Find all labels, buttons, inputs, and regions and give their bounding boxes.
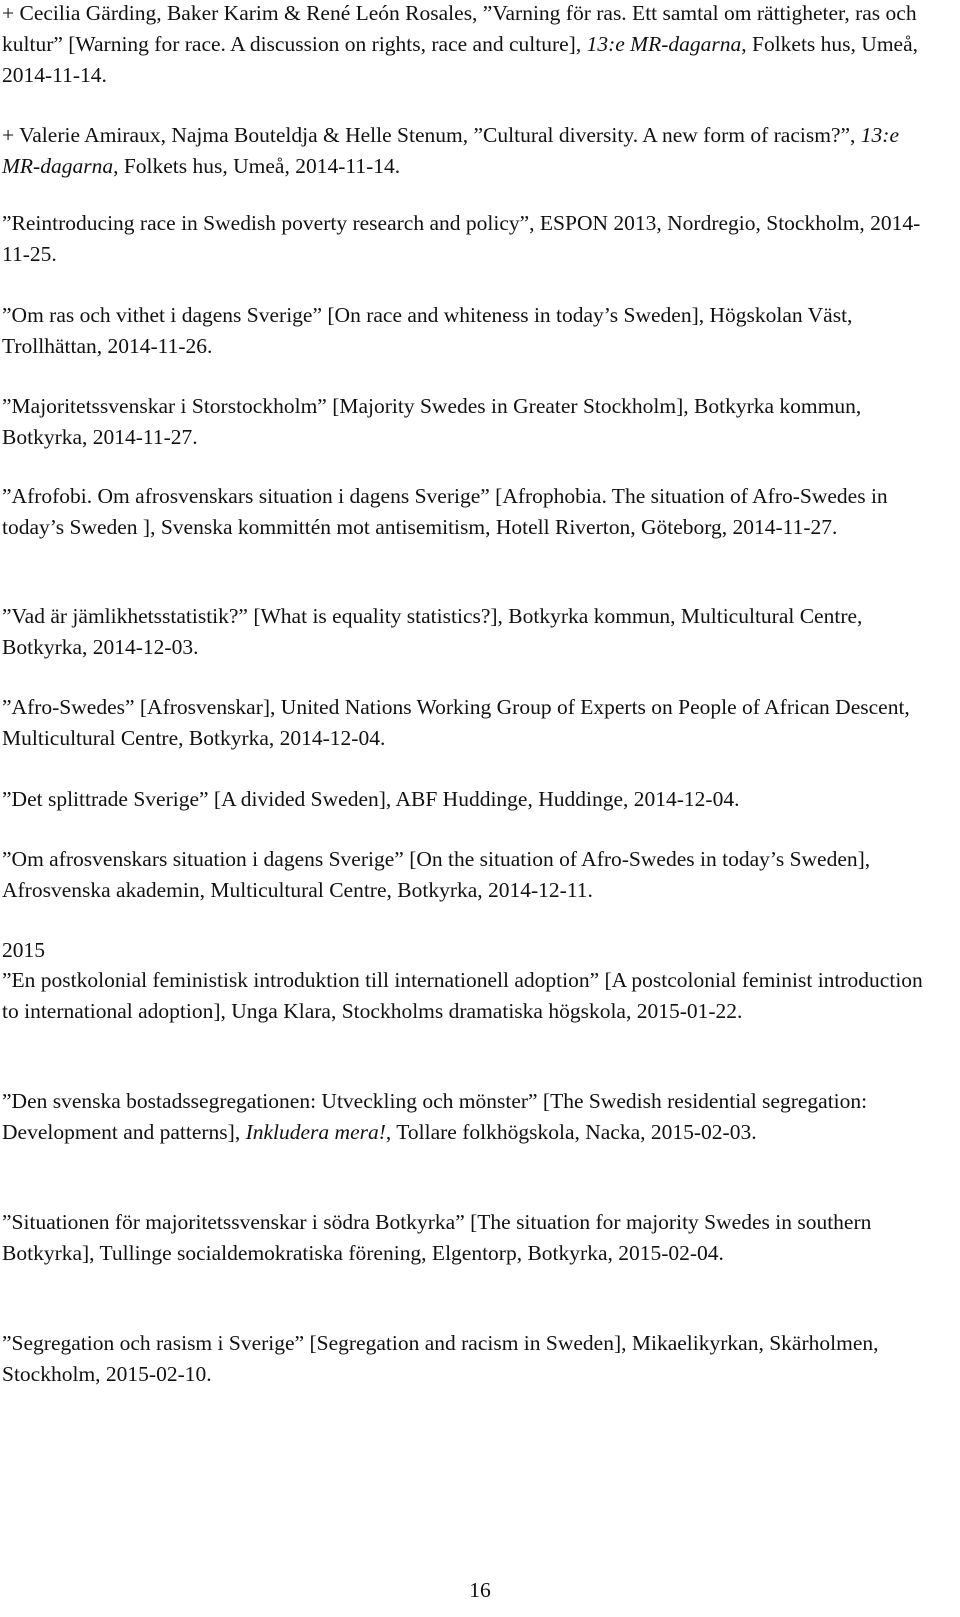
entry-text: , Folkets hus, Umeå, 2014-11-14. — [113, 154, 401, 178]
entry-text: , Folkets hus, Umeå, 2014-11-14. — [2, 32, 919, 87]
entry-text: ”Situationen för majoritetssvenskar i södra Botkyrka” [The situation for majority Swedes in southern Botkyrka], Tullinge socialdemokratiska förening, Elgentorp, Botkyrka, 2015-02-04. — [2, 1210, 872, 1265]
entry-text: ”En postkolonial feministisk introduktion till internationell adoption” [A postcolonial feminist introduction to international adoption], Unga Klara, Stockholms dramatiska högskola, 2015-01-22. — [2, 968, 923, 1023]
entry-text: ”Om ras och vithet i dagens Sverige” [On race and whiteness in today’s Sweden], Högskolan Väst, Trollhättan, 2014-11-26. — [2, 303, 853, 358]
reference-entry — [2, 481, 942, 543]
reference-entry — [2, 692, 942, 754]
entry-text: , Tollare folkhögskola, Nacka, 2015-02-03. — [385, 1120, 757, 1144]
reference-entry — [2, 601, 942, 663]
reference-entry — [2, 0, 942, 91]
entry-text: ”Majoritetssvenskar i Storstockholm” [Majority Swedes in Greater Stockholm], Botkyrka kommun, Botkyrka, 2014-11-27. — [2, 394, 862, 449]
reference-entry — [2, 1328, 942, 1390]
entry-text: ”Det splittrade Sverige” [A divided Sweden], ABF Huddinge, Huddinge, 2014-12-04. — [2, 787, 740, 811]
entry-text: ”Reintroducing race in Swedish poverty research and policy”, ESPON 2013, Nordregio, Stockholm, 2014-11-25. — [2, 211, 921, 266]
entry-text: ”Vad är jämlikhetsstatistik?” [What is equality statistics?], Botkyrka kommun, Multicultural Centre, Botkyrka, 2014-12-03. — [2, 604, 863, 659]
reference-entry — [2, 300, 942, 362]
reference-entry — [2, 120, 942, 182]
entry-text: ”Den svenska bostadssegregationen: Utveckling och mönster” [The Swedish residential segregation: Development and patterns], — [2, 1089, 868, 1144]
entry-text: ”Segregation och rasism i Sverige” [Segregation and racism in Sweden], Mikaelikyrkan, Skärholmen, Stockholm, 2015-02-10. — [2, 1331, 879, 1386]
entry-italic-title: Inkludera mera! — [245, 1120, 386, 1144]
reference-entry — [2, 844, 942, 906]
reference-entry — [2, 391, 942, 453]
page-number: 16 — [469, 1578, 491, 1602]
reference-entry — [2, 784, 942, 815]
entry-text: + Valerie Amiraux, Najma Bouteldja & Helle Stenum, ”Cultural diversity. A new form of racism?”, — [2, 123, 861, 147]
entry-text: ”Afro-Swedes” [Afrosvenskar], United Nations Working Group of Experts on People of African Descent, Multicultural Centre, Botkyrka, 2014-12-04. — [2, 695, 910, 750]
year-heading: 2015 — [2, 938, 45, 962]
reference-entry — [2, 965, 942, 1027]
entry-text: + Cecilia Gärding, Baker Karim & René León Rosales, ”Varning för ras. Ett samtal om rättigheter, ras och kultur” [Warning for race. A discussion on rights, race and culture], — [2, 1, 917, 56]
entry-italic-title: 13:e MR-dagarna — [586, 32, 742, 56]
entry-text: ”Om afrosvenskars situation i dagens Sverige” [On the situation of Afro-Swedes in today’s Sweden], Afrosvenska akademin, Multicultural Centre, Botkyrka, 2014-12-11. — [2, 847, 871, 902]
entry-text: ”Afrofobi. Om afrosvenskars situation i dagens Sverige” [Afrophobia. The situation of Afro-Swedes in today’s Sweden ], Svenska kommittén mot antisemitism, Hotell Riverton, Göteborg, 2014-11-27. — [2, 484, 888, 539]
reference-entry — [2, 1207, 942, 1269]
reference-entry — [2, 208, 942, 270]
reference-entry — [2, 1086, 942, 1148]
entry-italic-title: 13:e MR-dagarna — [2, 123, 899, 178]
